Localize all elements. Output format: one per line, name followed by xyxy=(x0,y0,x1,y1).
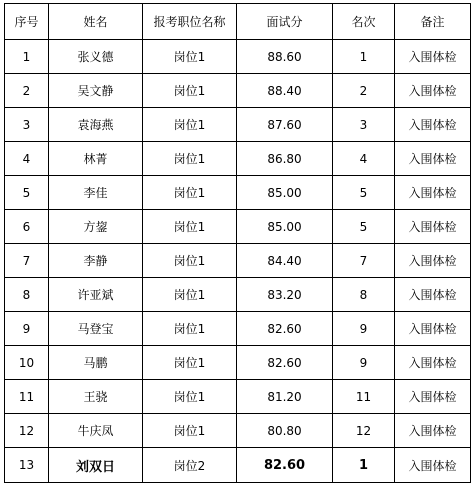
table-row xyxy=(5,346,471,380)
header-score: 面试分 xyxy=(237,4,333,40)
table-row xyxy=(5,414,471,448)
cell-score: 82.60 xyxy=(237,312,333,346)
table-row xyxy=(5,176,471,210)
cell-remark: 入围体检 xyxy=(395,176,471,210)
cell-remark: 入围体检 xyxy=(395,312,471,346)
cell-position: 岗位1 xyxy=(143,312,237,346)
cell-position: 岗位1 xyxy=(143,380,237,414)
cell-rank: 8 xyxy=(333,278,395,312)
cell-remark: 入围体检 xyxy=(395,74,471,108)
cell-score: 80.80 xyxy=(237,414,333,448)
header-rank: 名次 xyxy=(333,4,395,40)
cell-score: 86.80 xyxy=(237,142,333,176)
cell-position: 岗位1 xyxy=(143,210,237,244)
cell-rank: 2 xyxy=(333,74,395,108)
cell-name: 李佳 xyxy=(49,176,143,210)
table-row xyxy=(5,108,471,142)
table-row xyxy=(5,40,471,74)
cell-rank: 5 xyxy=(333,176,395,210)
cell-rank: 3 xyxy=(333,108,395,142)
cell-score: 83.20 xyxy=(237,278,333,312)
cell-rank: 9 xyxy=(333,312,395,346)
cell-rank: 1 xyxy=(333,448,395,483)
cell-no: 13 xyxy=(5,448,49,483)
cell-score: 85.00 xyxy=(237,176,333,210)
cell-score: 88.40 xyxy=(237,74,333,108)
results-table xyxy=(4,3,471,483)
cell-position: 岗位2 xyxy=(143,448,237,483)
cell-score: 84.40 xyxy=(237,244,333,278)
cell-score: 87.60 xyxy=(237,108,333,142)
cell-position: 岗位1 xyxy=(143,40,237,74)
header-name: 姓名 xyxy=(49,4,143,40)
cell-no: 7 xyxy=(5,244,49,278)
cell-remark: 入围体检 xyxy=(395,40,471,74)
cell-name: 吴文静 xyxy=(49,74,143,108)
table-row xyxy=(5,74,471,108)
table-row xyxy=(5,380,471,414)
cell-no: 6 xyxy=(5,210,49,244)
cell-rank: 5 xyxy=(333,210,395,244)
cell-name: 许亚斌 xyxy=(49,278,143,312)
cell-position: 岗位1 xyxy=(143,176,237,210)
cell-score: 85.00 xyxy=(237,210,333,244)
cell-name: 牛庆凤 xyxy=(49,414,143,448)
cell-no: 12 xyxy=(5,414,49,448)
table-row xyxy=(5,142,471,176)
cell-position: 岗位1 xyxy=(143,244,237,278)
cell-remark: 入围体检 xyxy=(395,448,471,483)
header-no: 序号 xyxy=(5,4,49,40)
table-row xyxy=(5,312,471,346)
cell-name: 林菁 xyxy=(49,142,143,176)
cell-position: 岗位1 xyxy=(143,108,237,142)
cell-score: 82.60 xyxy=(237,346,333,380)
cell-rank: 12 xyxy=(333,414,395,448)
cell-no: 10 xyxy=(5,346,49,380)
cell-score: 82.60 xyxy=(237,448,333,483)
cell-name: 马登宝 xyxy=(49,312,143,346)
cell-name: 方鋆 xyxy=(49,210,143,244)
cell-remark: 入围体检 xyxy=(395,380,471,414)
cell-rank: 4 xyxy=(333,142,395,176)
table-row xyxy=(5,244,471,278)
cell-position: 岗位1 xyxy=(143,346,237,380)
cell-remark: 入围体检 xyxy=(395,414,471,448)
table-row xyxy=(5,448,471,483)
cell-name: 袁海燕 xyxy=(49,108,143,142)
cell-name: 王骁 xyxy=(49,380,143,414)
cell-rank: 7 xyxy=(333,244,395,278)
cell-position: 岗位1 xyxy=(143,74,237,108)
cell-remark: 入围体检 xyxy=(395,278,471,312)
cell-remark: 入围体检 xyxy=(395,210,471,244)
cell-position: 岗位1 xyxy=(143,142,237,176)
cell-score: 81.20 xyxy=(237,380,333,414)
cell-remark: 入围体检 xyxy=(395,142,471,176)
cell-rank: 9 xyxy=(333,346,395,380)
cell-no: 9 xyxy=(5,312,49,346)
table-row xyxy=(5,278,471,312)
cell-name: 张义德 xyxy=(49,40,143,74)
header-position: 报考职位名称 xyxy=(143,4,237,40)
cell-position: 岗位1 xyxy=(143,278,237,312)
cell-no: 4 xyxy=(5,142,49,176)
cell-no: 1 xyxy=(5,40,49,74)
cell-remark: 入围体检 xyxy=(395,244,471,278)
cell-rank: 1 xyxy=(333,40,395,74)
table-row xyxy=(5,210,471,244)
cell-name: 刘双日 xyxy=(49,448,143,483)
cell-position: 岗位1 xyxy=(143,414,237,448)
cell-name: 马鹏 xyxy=(49,346,143,380)
cell-no: 8 xyxy=(5,278,49,312)
cell-score: 88.60 xyxy=(237,40,333,74)
cell-name: 李静 xyxy=(49,244,143,278)
header-row xyxy=(5,4,471,40)
cell-remark: 入围体检 xyxy=(395,346,471,380)
cell-remark: 入围体检 xyxy=(395,108,471,142)
cell-no: 5 xyxy=(5,176,49,210)
cell-no: 3 xyxy=(5,108,49,142)
cell-no: 2 xyxy=(5,74,49,108)
cell-no: 11 xyxy=(5,380,49,414)
header-remark: 备注 xyxy=(395,4,471,40)
cell-rank: 11 xyxy=(333,380,395,414)
